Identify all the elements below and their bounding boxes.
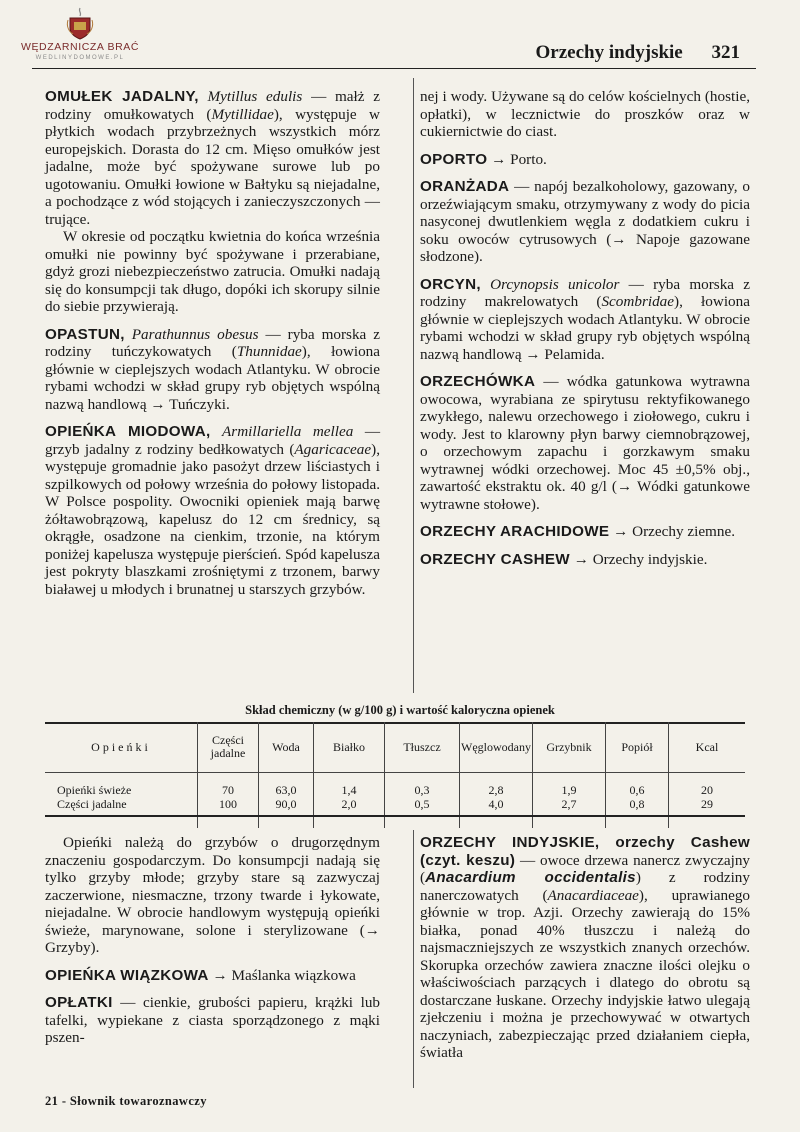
table-cell — [532, 773, 605, 829]
entry-paragraph: W okresie od początku kwietnia do końca września omułki nie powinny być spożywane i przerabiane, gdyż grozi niebezpieczeństwo zatrucia. Omułki nadają się do konsumpcji tak długo, dopóki ich skorupy silnie do siebie przywierają. — [45, 228, 380, 315]
left-column — [45, 88, 380, 608]
row-label: Części jadalne — [57, 797, 127, 811]
entry-head: ORZECHÓWKA — [420, 373, 536, 390]
entry-latin: Orcynopsis unicolor — [490, 275, 620, 293]
table-header-cell: Części jadalne — [198, 722, 259, 773]
entry-continuation — [420, 88, 750, 141]
entry-text: — grzyb jadalny z rodziny bedłkowatych ( — [45, 423, 380, 458]
entry-text: — wódka gatunkowa wytrawna owocowa, wyrabiana ze spirytusu rektyfikowanego zwykłego, nalewu orzechowego i ziołowego, cukru i wody. Jest to klarowny płyn barwy ciemnobrązowej, o orzechowym zapachu i gorzkawym smaku wytrawnej wódki orzechowej. Moc 45 ±0,5% obj., zawartość ekstraktu ok. 40 g/l (→ Wódki gatunkowe wytrawne stołowe). — [420, 373, 751, 513]
entry-text: nej i wody. Używane są do celów kościelnych (hostie, opłatki), w lecznictwie do proszków oraz w cukiernictwie do ciast. — [420, 88, 750, 140]
entry-opienka-miodowa — [45, 423, 380, 598]
site-logo — [14, 6, 146, 61]
header-rule — [32, 68, 756, 69]
entry-head: ORZECHY INDYJSKIE, orzechy Cashew (czyt. keszu) — [420, 834, 750, 869]
page-footer: 21 - Słownik towaroznawczy — [45, 1094, 207, 1108]
entry-text: → Porto. — [491, 150, 547, 168]
entry-latin: Armillariella mellea — [222, 423, 354, 440]
column-divider — [413, 78, 414, 693]
table-cell — [198, 773, 259, 829]
entry-text: ), występuje w płytkich wodach przybrzeżnych wszystkich mórz europejskich. Dorasta do 12 cm. Mięso omułków jest jadalne, może być spożywane surowe lub po ugotowaniu. Omułki łowione w Bałtyku są niejadalne, a pochodzące z wód stojących i zanieczyszczonych — trujące. — [45, 105, 381, 228]
logo-site-text: WEDLINYDOMOWE.PL — [35, 55, 125, 61]
entry-text: ), uprawianego głównie w trop. Azji. Orzechy zawierają do 15% białka, ponad 40% tłuszczu i należą do najsmaczniejszych ze wszystkich znanych orzechów. Skorupka orzechów zawiera znaczne ilości olejku o właściwościach parzących i dlatego do obrotu są dostarczane łuskane. Orzechy indyjskie łatwo ulegają zjełczeniu i można je przechowywać w otwartych naczyniach, zabezpieczając przed działaniem ciepła, światła — [420, 886, 751, 1061]
running-header — [440, 42, 740, 64]
cell-value: 90,0 — [275, 797, 297, 811]
entry-head: OPIEŃKA WIĄZKOWA — [45, 966, 209, 984]
entry-text: → Orzechy ziemne. — [613, 523, 736, 540]
table-cell — [259, 773, 314, 829]
table-header-cell: Węglowodany — [460, 722, 533, 773]
logo-brand-text: WĘDZARNICZA BRAĆ — [20, 41, 140, 53]
entry-family: Anacardiaceae — [547, 886, 639, 904]
table-caption: Skład chemiczny (w g/100 g) i wartość kaloryczna opienek — [245, 703, 555, 717]
entry-text: → Orzechy indyjskie. — [573, 550, 708, 568]
cell-value: 1,4 — [341, 783, 357, 797]
entry-orcyn — [420, 276, 750, 364]
entry-text: — ryba morska z rodziny makrelowatych ( — [420, 275, 750, 310]
table-header-cell: Opieńki — [45, 722, 198, 773]
entry-text: — ryba morska z rodziny tuńczykowatych ( — [45, 325, 381, 360]
right-column — [420, 88, 750, 578]
cell-value: 2,8 — [488, 783, 504, 797]
nutrition-table — [45, 722, 745, 828]
entry-text: ), łowiona głównie w cieplejszych wodach Atlantyku. W obrocie rybami wchodzi w skład grupy ryb objętych wspólną nazwą handlową → Pelamida. — [420, 293, 750, 363]
table-header-cell: Białko — [314, 722, 385, 773]
bottom-left-column — [45, 834, 380, 1057]
entry-text: → Maślanka wiązkowa — [212, 966, 356, 984]
table-cell — [668, 773, 745, 829]
entry-head: ORCYN, — [420, 275, 481, 293]
table-cell — [314, 773, 385, 829]
table-cell — [385, 773, 460, 829]
entry-latin: Mytillus edulis — [207, 88, 303, 105]
entry-orzechy-indyjskie — [420, 834, 750, 1062]
entry-orzechy-cashew — [420, 551, 750, 569]
entry-head: ORZECHY ARACHIDOWE — [420, 523, 610, 540]
entry-family: Scombridae — [601, 293, 675, 310]
entry-text: ), łowiona głównie w cieplejszych wodach Atlantyku. W obrocie rybami wchodzi w skład grupy ryb objętych wspólną nazwą handlową → Tuńczyki. — [45, 343, 380, 413]
table-bottom-rule — [45, 815, 745, 817]
running-header-title: Orzechy indyjskie — [535, 42, 683, 63]
bottom-right-column — [420, 834, 750, 1072]
cell-value: 0,6 — [629, 783, 645, 797]
column-divider-lower — [413, 830, 414, 1088]
entry-opienka-wiazkowa — [45, 967, 380, 985]
entry-text: — owoce drzewa nanercz zwyczajny ( — [420, 851, 751, 886]
table-cell — [460, 773, 533, 829]
entry-orzechy-arachidowe — [420, 523, 750, 541]
cell-value: 20 — [700, 783, 713, 797]
entry-text: ), występuje gromadnie jako pasożyt drzew liściastych i szpilkowych od połowy września do połowy listopada. W Polsce pospolity. Owocniki opieniek mają barwę żółtawobrązową, kapelusz do 12 cm średnicy, są okrągłe, osadzone na cienkim, trzonie, na którym poniżej kapelusza występuje pierścień. Spód kapelusza jest pokryty blaszkami zrośniętymi z trzonem, barwy białawej u młodych i brunatnej u starszych grzybów. — [45, 440, 380, 598]
table-header-row — [45, 722, 745, 773]
entry-head: OPIEŃKA MIODOWA, — [45, 423, 211, 440]
entry-text: — cienkie, grubości papieru, krążki lub tafelki, wypiekane z ciasta sporządzonego z mąki pszen- — [45, 994, 381, 1046]
cell-value: 63,0 — [275, 783, 297, 797]
entry-oranzada — [420, 178, 750, 266]
entry-opienki-cont — [45, 834, 380, 957]
entry-family: Agaricaceae — [294, 440, 372, 458]
table-header-cell: Grzybnik — [532, 722, 605, 773]
cell-value: 4,0 — [488, 797, 504, 811]
entry-family: Thunnidae — [236, 343, 302, 360]
entry-head: OPORTO — [420, 150, 488, 168]
cell-value: 2,0 — [341, 797, 357, 811]
entry-head: OPŁATKI — [45, 994, 113, 1011]
page-number: 321 — [711, 42, 740, 63]
entry-family: Mytillidae — [211, 105, 274, 123]
entry-paragraph: Opieńki należą do grzybów o drugorzędnym znaczeniu gospodarczym. Do konsumpcji nadają się tylko grzyby młode; grzyby stare są zazwyczaj zaczerwione, niesmaczne, trzony twarde i łykowate, niejadalne. W obrocie handlowym występują opieńki świeże, marynowane, solone i sterylizowane (→ Grzyby). — [45, 834, 380, 956]
table-row — [45, 773, 745, 829]
entry-text: — małż z rodziny omułkowatych ( — [45, 88, 381, 123]
table-header-cell: Woda — [259, 722, 314, 773]
table-header-cell: Kcal — [668, 722, 745, 773]
entry-oporto — [420, 151, 750, 169]
coat-of-arms-icon — [65, 6, 95, 40]
cell-value: 1,9 — [561, 783, 577, 797]
cell-value: 100 — [219, 797, 237, 811]
table-header-cell: Tłuszcz — [385, 722, 460, 773]
entry-latin: Anacardium occidentalis — [425, 869, 636, 886]
cell-value: 70 — [222, 783, 234, 797]
entry-head: ORZECHY CASHEW — [420, 550, 570, 568]
entry-omulek — [45, 88, 380, 316]
cell-value: 2,7 — [561, 797, 577, 811]
table-row-labels — [45, 773, 198, 829]
cell-value: 0,3 — [414, 783, 430, 797]
cell-value: 29 — [700, 797, 713, 811]
entry-text: — napój bezalkoholowy, gazowany, o orzeźwiającym smaku, otrzymywany z wody do picia nasyconej dwutlenkiem węgla z dodatkiem cukru i soku owoców cytrusowych (→ Napoje gazowane słodzone). — [420, 178, 751, 265]
entry-head: OMUŁEK JADALNY, — [45, 88, 199, 105]
entry-opastun — [45, 326, 380, 414]
entry-oplatki — [45, 994, 380, 1047]
entry-head: ORANŻADA — [420, 178, 510, 195]
entry-latin: Parathunnus obesus — [131, 325, 259, 343]
cell-value: 0,8 — [629, 797, 645, 811]
cell-value: 0,5 — [414, 797, 430, 811]
table-header-cell: Popiół — [605, 722, 668, 773]
row-label: Opieńki świeże — [57, 783, 132, 797]
entry-orzechowka — [420, 373, 750, 513]
table-cell — [605, 773, 668, 829]
entry-text: ) z rodziny nanerczowatych ( — [420, 869, 750, 904]
entry-head: OPASTUN, — [45, 325, 125, 343]
